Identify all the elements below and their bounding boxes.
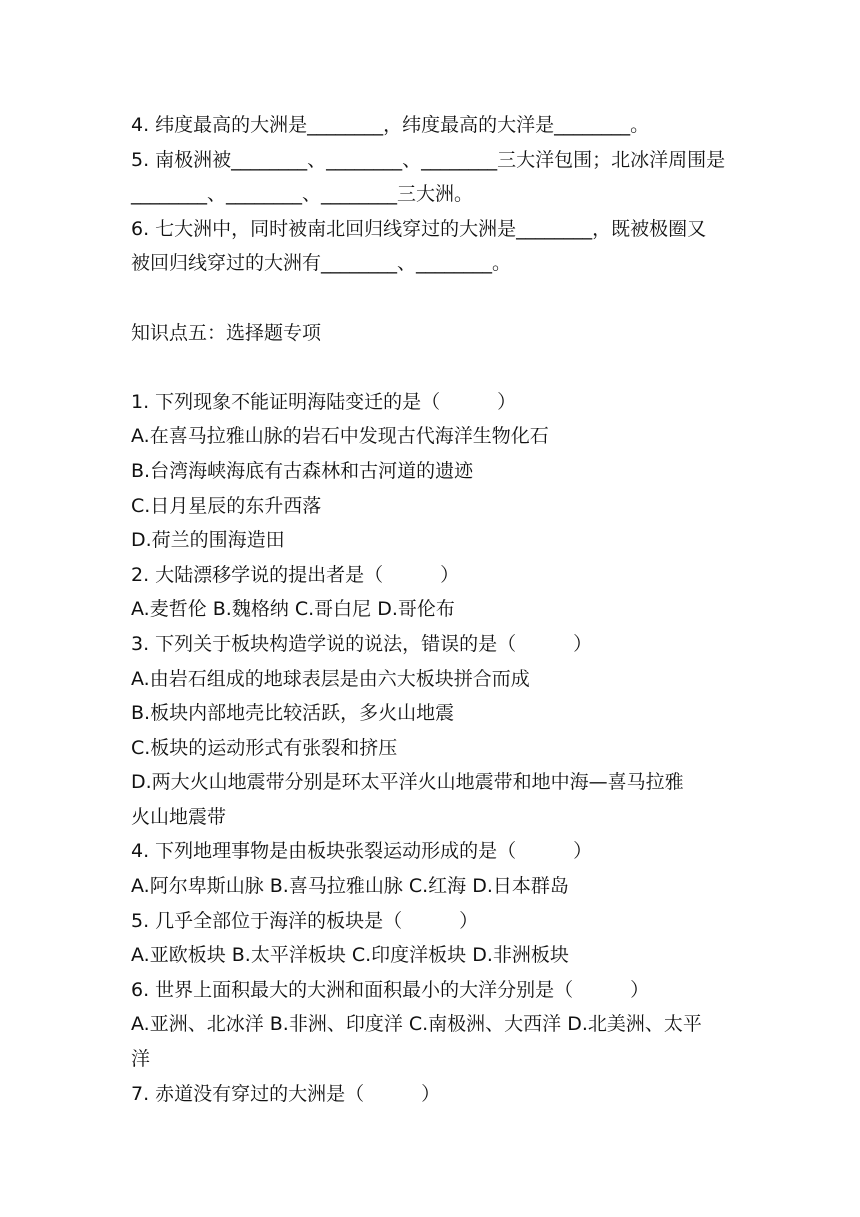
blank-spacer	[131, 281, 733, 316]
question-5-options: A.亚欧板块 B.太平洋板块 C.印度洋板块 D.非洲板块	[131, 944, 569, 967]
question-6-options: A.亚洲、北冰洋 B.非洲、印度洋 C.南极洲、大西洋 D.北美洲、太平	[131, 1013, 702, 1036]
blank-spacer	[131, 350, 733, 385]
question-3-option-d-continued: 火山地震带	[131, 805, 227, 828]
fill-in-question-5-line-1: 5. 南极洲被________、________、________三大洋包围；北冰洋周围是	[131, 148, 726, 171]
question-6-options-continued: 洋	[131, 1048, 151, 1071]
question-4-options: A.阿尔卑斯山脉 B.喜马拉雅山脉 C.红海 D.日本群岛	[131, 875, 569, 898]
question-2-stem: 2. 大陆漂移学说的提出者是（ ）	[131, 563, 460, 586]
fill-in-question-5-line-2: ________、________、________三大洲。	[131, 183, 474, 206]
question-3-stem: 3. 下列关于板块构造学说的说法，错误的是（ ）	[131, 632, 593, 655]
question-7-stem: 7. 赤道没有穿过的大洲是（ ）	[131, 1082, 441, 1105]
question-3-option-c: C.板块的运动形式有张裂和挤压	[131, 736, 398, 759]
question-1-stem: 1. 下列现象不能证明海陆变迁的是（ ）	[131, 390, 517, 413]
question-3-option-b: B.板块内部地壳比较活跃，多火山地震	[131, 702, 455, 725]
question-2-options: A.麦哲伦 B.魏格纳 C.哥白尼 D.哥伦布	[131, 598, 455, 621]
fill-in-question-6-line-2: 被回归线穿过的大洲有________、________。	[131, 252, 512, 275]
fill-in-question-4: 4. 纬度最高的大洲是________，纬度最高的大洋是________。	[131, 114, 650, 136]
question-1-option-a: A.在喜马拉雅山脉的岩石中发现古代海洋生物化石	[131, 425, 549, 448]
question-1-option-c: C.日月星辰的东升西落	[131, 494, 322, 517]
question-5-stem: 5. 几乎全部位于海洋的板块是（ ）	[131, 909, 479, 932]
question-6-stem: 6. 世界上面积最大的大洲和面积最小的大洋分别是（ ）	[131, 978, 650, 1001]
fill-in-question-6-line-1: 6. 七大洲中，同时被南北回归线穿过的大洲是________，既被极圈又	[131, 217, 707, 240]
question-1-option-b: B.台湾海峡海底有古森林和古河道的遗迹	[131, 459, 474, 482]
section-title: 知识点五：选择题专项	[131, 321, 322, 344]
question-1-option-d: D.荷兰的围海造田	[131, 529, 285, 552]
question-3-option-d: D.两大火山地震带分别是环太平洋火山地震带和地中海—喜马拉雅	[131, 771, 684, 794]
document-body	[131, 108, 733, 1111]
question-3-option-a: A.由岩石组成的地球表层是由六大板块拼合而成	[131, 667, 530, 690]
question-4-stem: 4. 下列地理事物是由板块张裂运动形成的是（ ）	[131, 840, 593, 863]
